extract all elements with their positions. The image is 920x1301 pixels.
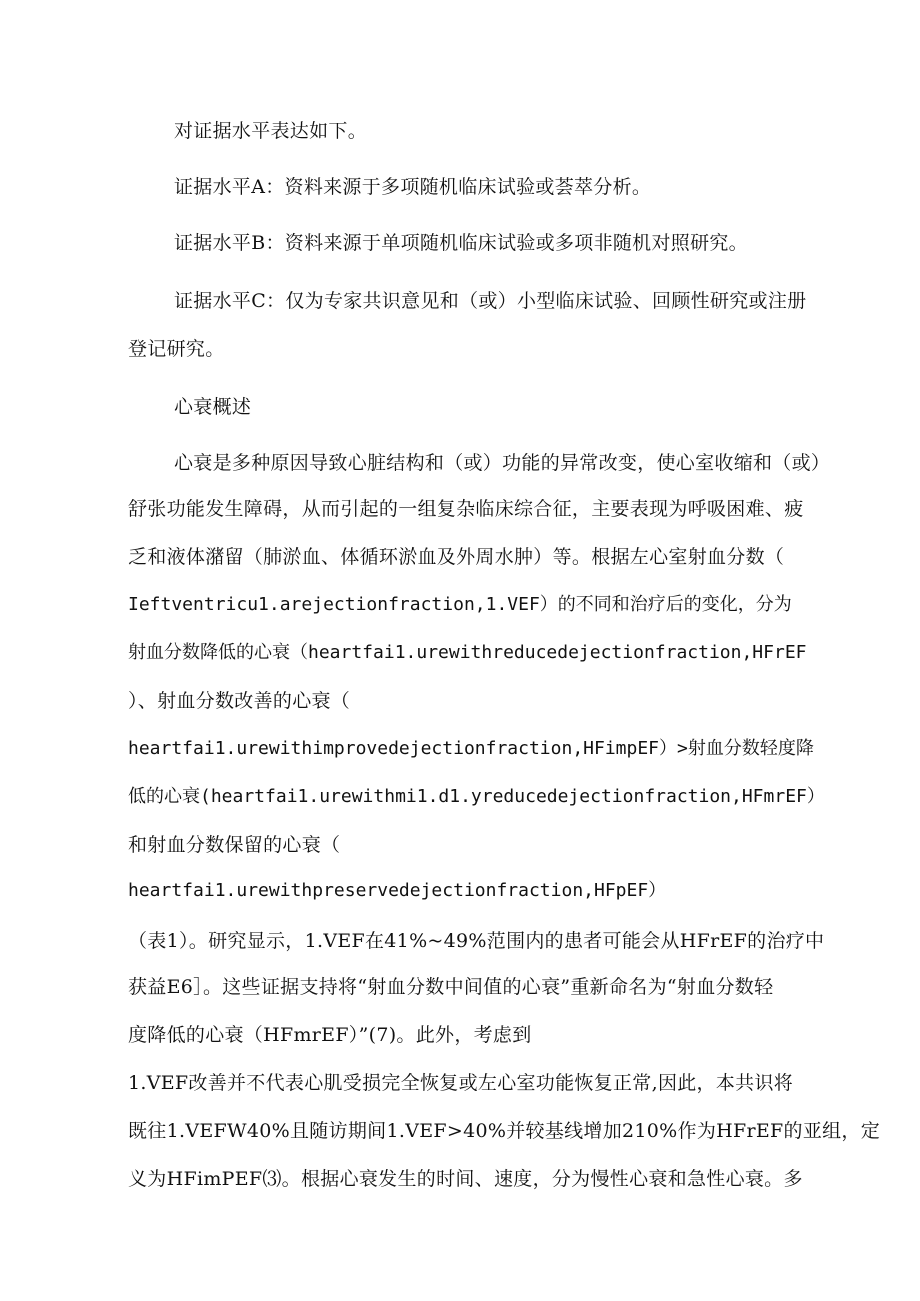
body-line: heartfai1.urewithpreservedejectionfraction,HFpEF） [128, 880, 667, 901]
body-line: 心衰是多种原因导致心脏结构和（或）功能的异常改变，使心室收缩和（或） [174, 452, 831, 474]
body-line: 获益E6］。这些证据支持将“射血分数中间值的心衰”重新命名为“射血分数轻 [128, 976, 774, 998]
paragraph-evidence-intro: 对证据水平表达如下。 [174, 120, 368, 142]
body-line: 舒张功能发生障碍，从而引起的一组复杂临床综合征，主要表现为呼吸困难、疲 [128, 498, 804, 520]
section-heading: 心衰概述 [174, 396, 252, 418]
body-line: 1.VEF改善并不代表心肌受损完全恢复或左心室功能恢复正常,因此，本共识将 [128, 1072, 794, 1094]
body-line: 射血分数降低的心衰（heartfai1.urewithreducedejectionfraction,HFrEF [128, 642, 807, 663]
body-line: 和射血分数保留的心衰（ [128, 834, 341, 856]
body-line: heartfai1.urewithimprovedejectionfraction,HFimpEF）>射血分数轻度降 [128, 738, 814, 759]
body-line: 乏和液体潴留（肺淤血、体循环淤血及外周水肿）等。根据左心室射血分数（ [128, 546, 785, 568]
paragraph-evidence-level-c: 证据水平C：仅为专家共识意见和（或）小型临床试验、回顾性研究或注册 [174, 290, 807, 312]
paragraph-evidence-level-c-cont: 登记研究。 [128, 338, 225, 360]
body-line: （表1）。研究显示，1.VEF在41%~49%范围内的患者可能会从HFrEF的治疗中 [128, 930, 825, 952]
paragraph-evidence-level-b: 证据水平B：资料来源于单项随机临床试验或多项非随机对照研究。 [174, 232, 748, 254]
body-line: 既往1.VEFW40%且随访期间1.VEF>40%并较基线增加210%作为HFrEF的亚组，定 [128, 1120, 881, 1142]
paragraph-evidence-level-a: 证据水平A：资料来源于多项随机临床试验或荟萃分析。 [174, 176, 652, 198]
body-line: Ieftventricu1.arejectionfraction,1.VEF）的不同和治疗后的变化，分为 [128, 594, 792, 615]
body-line: 义为HFimPEF⑶。根据心衰发生的时间、速度，分为慢性心衰和急性心衰。多 [128, 1168, 803, 1190]
body-line: 低的心衰(heartfai1.urewithmi1.d1.yreducedejectionfraction,HFmrEF） [128, 786, 825, 807]
body-line: ）、射血分数改善的心衰（ [128, 690, 351, 712]
body-line: 度降低的心衰（HFmrEF）”(7)。此外，考虑到 [128, 1024, 532, 1046]
